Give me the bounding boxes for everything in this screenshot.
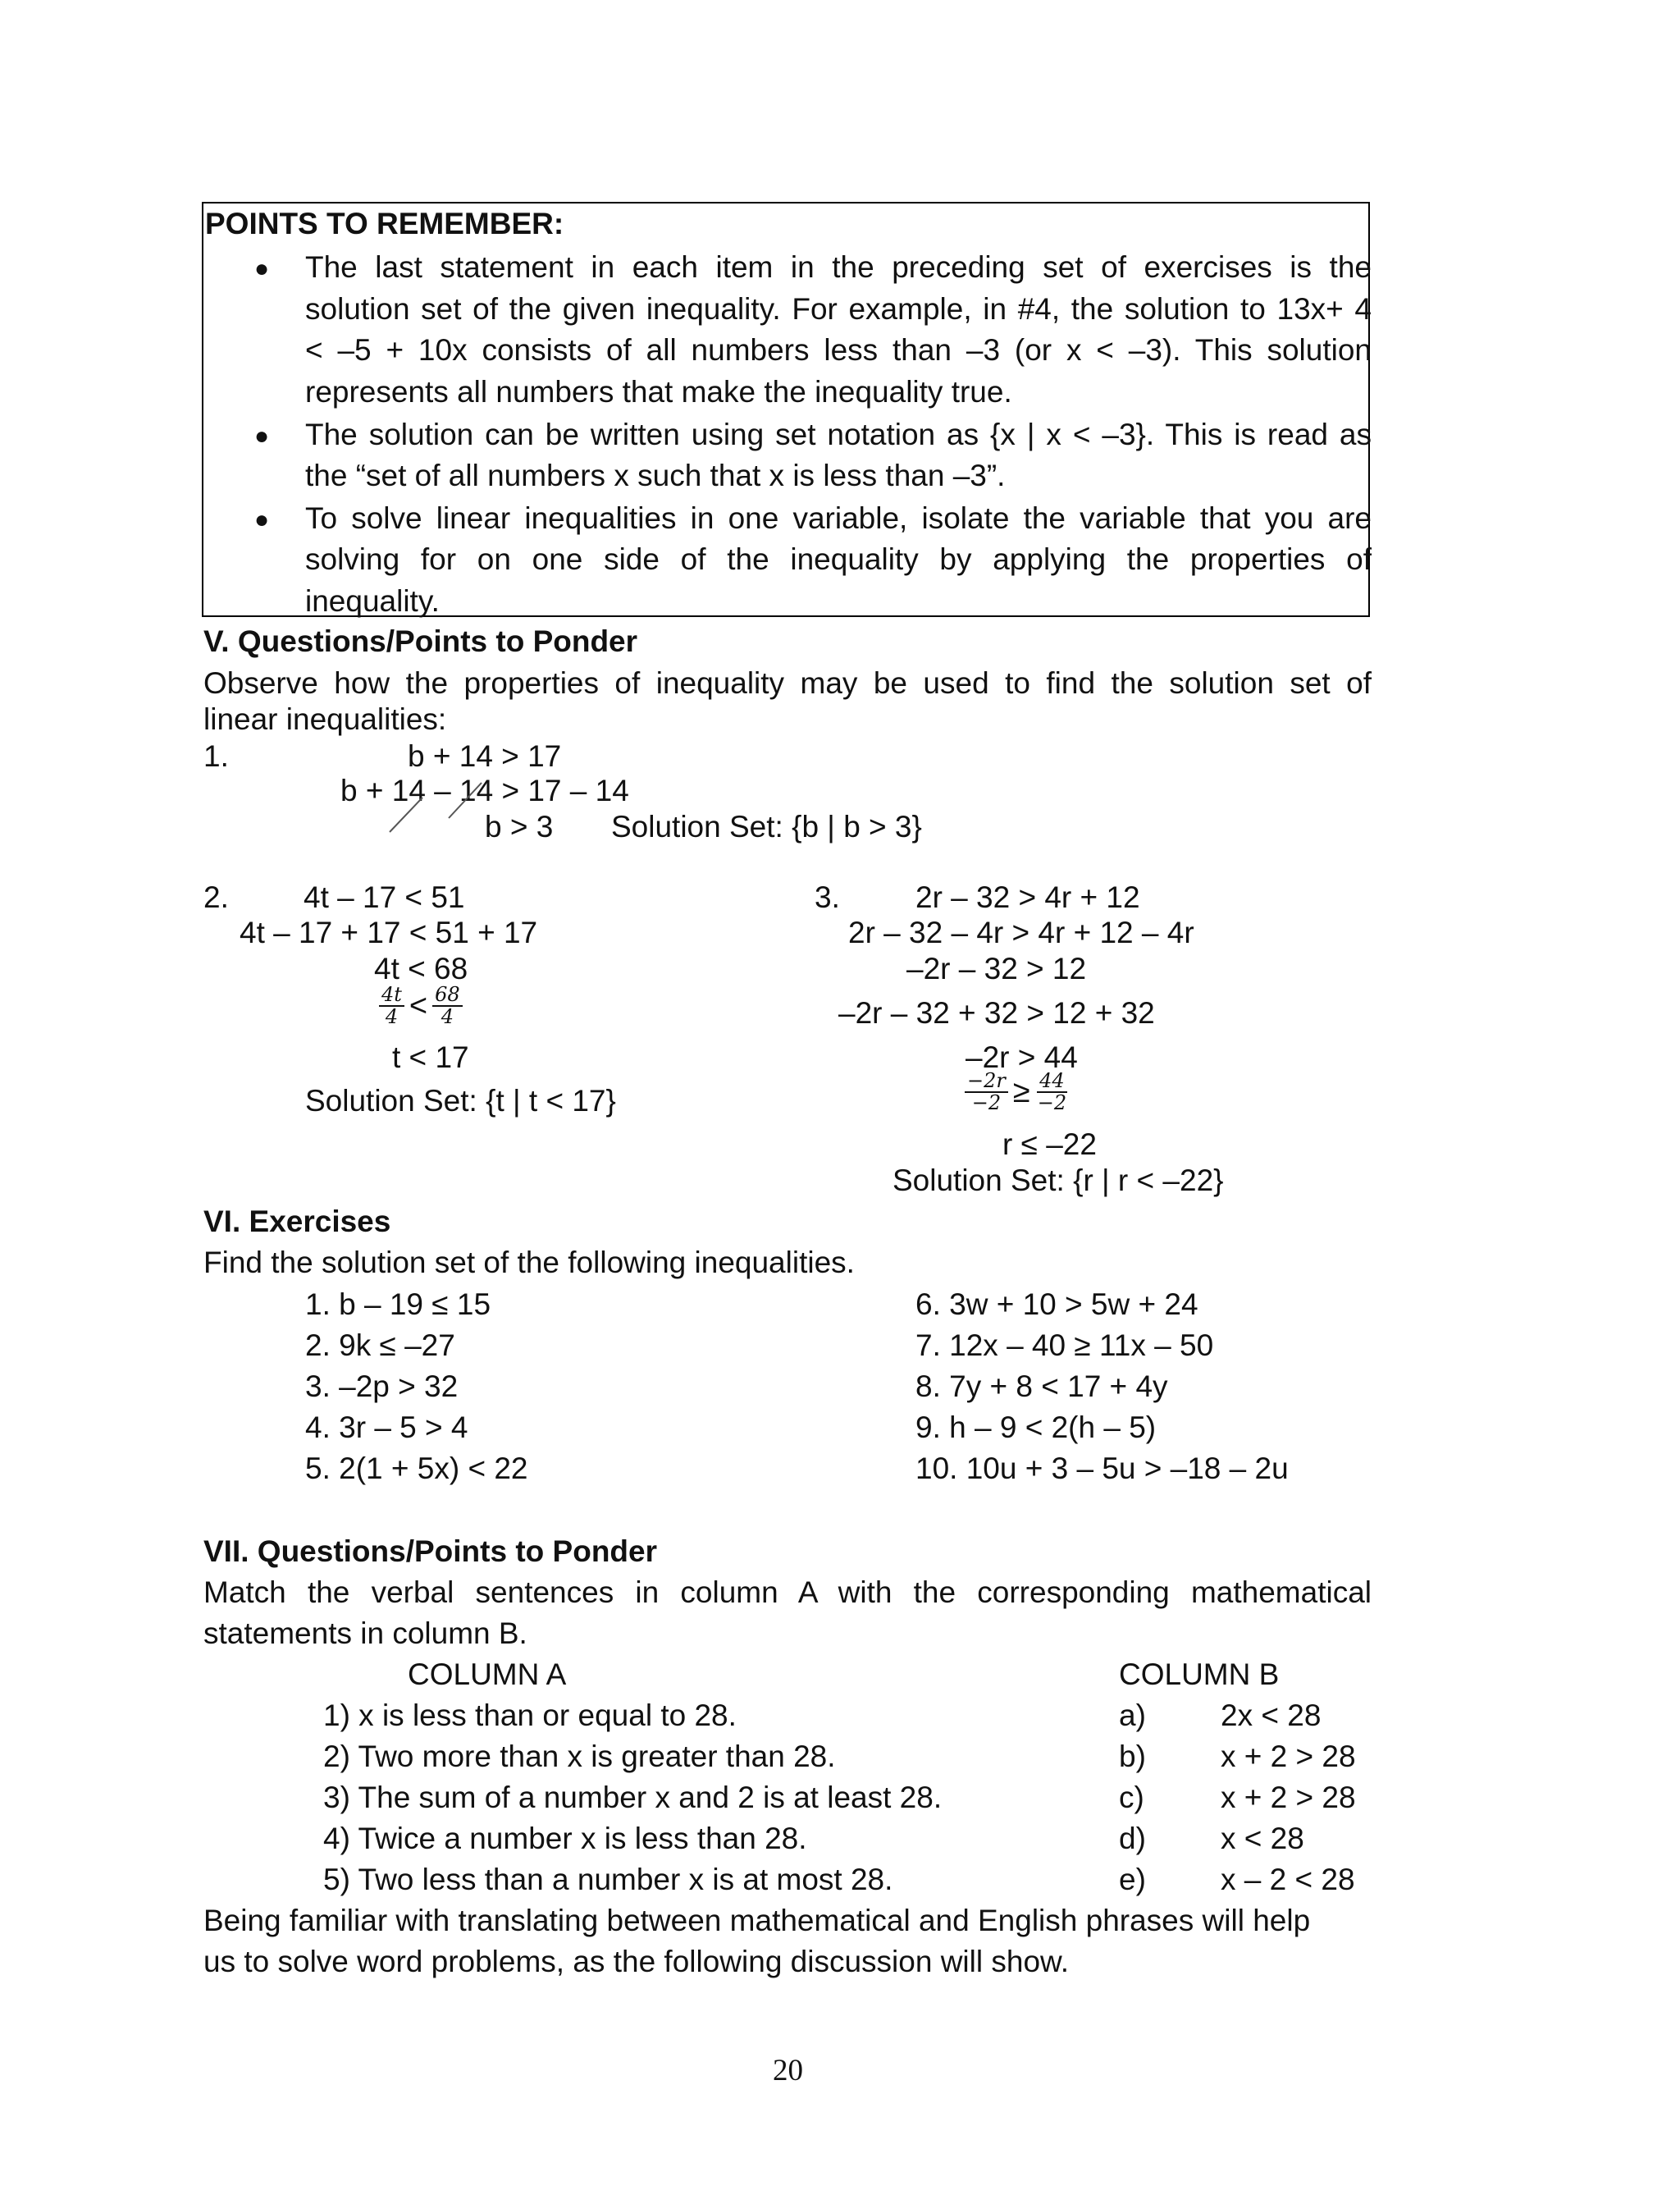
ex2-line3: 4t < 68 xyxy=(374,952,468,985)
column-a-header: COLUMN A xyxy=(408,1657,567,1691)
ex3-fraction-step xyxy=(965,1071,1069,1113)
column-b-letter: c) xyxy=(1119,1781,1144,1814)
ex1-number: 1. xyxy=(203,739,229,773)
section-v-intro-line2: linear inequalities: xyxy=(203,702,447,736)
ex3-number: 3. xyxy=(815,880,840,914)
cancel-strokes xyxy=(381,773,496,839)
closing-line2: us to solve word problems, as the following discussion will show. xyxy=(203,1945,1069,1978)
ex3-solution: Solution Set: {r | r < –22} xyxy=(892,1164,1224,1197)
ex2-frac-num-right: 68 xyxy=(432,985,463,1007)
exercise-item: 2. 9k ≤ –27 xyxy=(305,1328,455,1362)
column-b-letter: e) xyxy=(1119,1863,1146,1896)
ex2-line5: t < 17 xyxy=(392,1040,469,1074)
section-vii-intro-line1: Match the verbal sentences in column A with the corresponding mathematical xyxy=(203,1575,1372,1609)
ex2-line2: 4t – 17 + 17 < 51 + 17 xyxy=(240,916,538,949)
exercise-item: 4. 3r – 5 > 4 xyxy=(305,1410,468,1444)
column-b-item: x < 28 xyxy=(1221,1822,1304,1855)
column-a-item: 3) The sum of a number x and 2 is at least 28. xyxy=(323,1781,943,1814)
ex3-line5: –2r > 44 xyxy=(966,1040,1078,1074)
ex2-solution: Solution Set: {t | t < 17} xyxy=(305,1084,616,1118)
column-b-item: x + 2 > 28 xyxy=(1221,1740,1356,1773)
ex1-line1: b + 14 > 17 xyxy=(408,739,562,773)
ex1-line2: b + 14 – 14 > 17 – 14 xyxy=(340,774,629,807)
bullet3-line2: solving for on one side of the inequality by applying the properties of xyxy=(305,542,1372,576)
ex2-frac-num-left: 4t xyxy=(379,985,404,1007)
ex2-fraction-step xyxy=(379,985,463,1027)
bullet1-line2: solution set of the given inequality. For example, in #4, the solution to 13x+ 4 xyxy=(305,292,1372,326)
section-v-heading: V. Questions/Points to Ponder xyxy=(203,624,638,658)
points-to-remember-title: POINTS TO REMEMBER: xyxy=(205,207,564,240)
column-b-header: COLUMN B xyxy=(1119,1657,1280,1691)
bullet3-line3: inequality. xyxy=(305,584,440,618)
ex1-line3: b > 3 xyxy=(485,810,554,844)
ex2-frac-den-right: 4 xyxy=(441,1005,454,1029)
ex2-number: 2. xyxy=(203,880,229,914)
column-b-letter: d) xyxy=(1119,1822,1146,1855)
ex3-line2: 2r – 32 – 4r > 4r + 12 – 4r xyxy=(848,916,1194,949)
column-a-item: 1) x is less than or equal to 28. xyxy=(323,1699,737,1732)
exercise-item: 1. b – 19 ≤ 15 xyxy=(305,1287,491,1321)
ex3-line7: r ≤ –22 xyxy=(1002,1127,1097,1161)
ex2-line1: 4t – 17 < 51 xyxy=(304,880,465,914)
section-vii-heading: VII. Questions/Points to Ponder xyxy=(203,1534,657,1568)
ex2-frac-op: < xyxy=(409,988,428,1023)
bullet2-line2: the “set of all numbers x such that x is less than –3”. xyxy=(305,459,1006,492)
section-vi-heading: VI. Exercises xyxy=(203,1205,391,1238)
ex3-frac-op: ≥ xyxy=(1012,1074,1030,1109)
section-vi-instruction: Find the solution set of the following inequalities. xyxy=(203,1246,855,1279)
page-number: 20 xyxy=(773,2054,803,2087)
column-a-item: 2) Two more than x is greater than 28. xyxy=(323,1740,836,1773)
bullet-dot: ● xyxy=(254,423,270,450)
closing-line1: Being familiar with translating between mathematical and English phrases will help xyxy=(203,1904,1311,1937)
ex3-frac-num-left: −2r xyxy=(965,1071,1008,1093)
section-v-intro-line1: Observe how the properties of inequality may be used to find the solution set of xyxy=(203,666,1372,700)
exercise-item: 3. –2p > 32 xyxy=(305,1369,459,1403)
bullet1-line1: The last statement in each item in the preceding set of exercises is the xyxy=(305,250,1372,284)
bullet1-line4: represents all numbers that make the inequality true. xyxy=(305,375,1012,409)
column-b-item: x + 2 > 28 xyxy=(1221,1781,1356,1814)
bullet1-line3: < –5 + 10x consists of all numbers less than –3 (or x < –3). This solution xyxy=(305,333,1372,367)
bullet-dot: ● xyxy=(254,506,270,533)
ex3-line1: 2r – 32 > 4r + 12 xyxy=(915,880,1140,914)
exercise-item: 5. 2(1 + 5x) < 22 xyxy=(305,1452,528,1485)
ex3-line4: –2r – 32 + 32 > 12 + 32 xyxy=(838,996,1155,1030)
bullet-dot: ● xyxy=(254,255,270,282)
exercise-item: 7. 12x – 40 ≥ 11x – 50 xyxy=(915,1328,1214,1362)
bullet2-line1: The solution can be written using set notation as {x | x < –3}. This is read as xyxy=(305,418,1372,451)
column-b-item: x – 2 < 28 xyxy=(1221,1863,1355,1896)
ex3-frac-num-right: 44 xyxy=(1037,1071,1067,1093)
exercise-item: 9. h – 9 < 2(h – 5) xyxy=(915,1410,1157,1444)
ex1-solution: Solution Set: {b | b > 3} xyxy=(611,810,922,844)
exercise-item: 10. 10u + 3 – 5u > –18 – 2u xyxy=(915,1452,1289,1485)
ex2-frac-den-left: 4 xyxy=(385,1005,399,1029)
column-b-letter: b) xyxy=(1119,1740,1146,1773)
exercise-item: 6. 3w + 10 > 5w + 24 xyxy=(915,1287,1198,1321)
column-b-letter: a) xyxy=(1119,1699,1146,1732)
ex3-frac-den-left: −2 xyxy=(971,1091,1002,1115)
exercise-item: 8. 7y + 8 < 17 + 4y xyxy=(915,1369,1168,1403)
bullet3-line1: To solve linear inequalities in one variable, isolate the variable that you are xyxy=(305,501,1372,535)
column-a-item: 5) Two less than a number x is at most 28. xyxy=(323,1863,893,1896)
ex3-frac-den-right: −2 xyxy=(1037,1091,1067,1115)
column-b-item: 2x < 28 xyxy=(1221,1699,1322,1732)
column-a-item: 4) Twice a number x is less than 28. xyxy=(323,1822,807,1855)
section-vii-intro-line2: statements in column B. xyxy=(203,1616,527,1650)
ex3-line3: –2r – 32 > 12 xyxy=(906,952,1087,985)
